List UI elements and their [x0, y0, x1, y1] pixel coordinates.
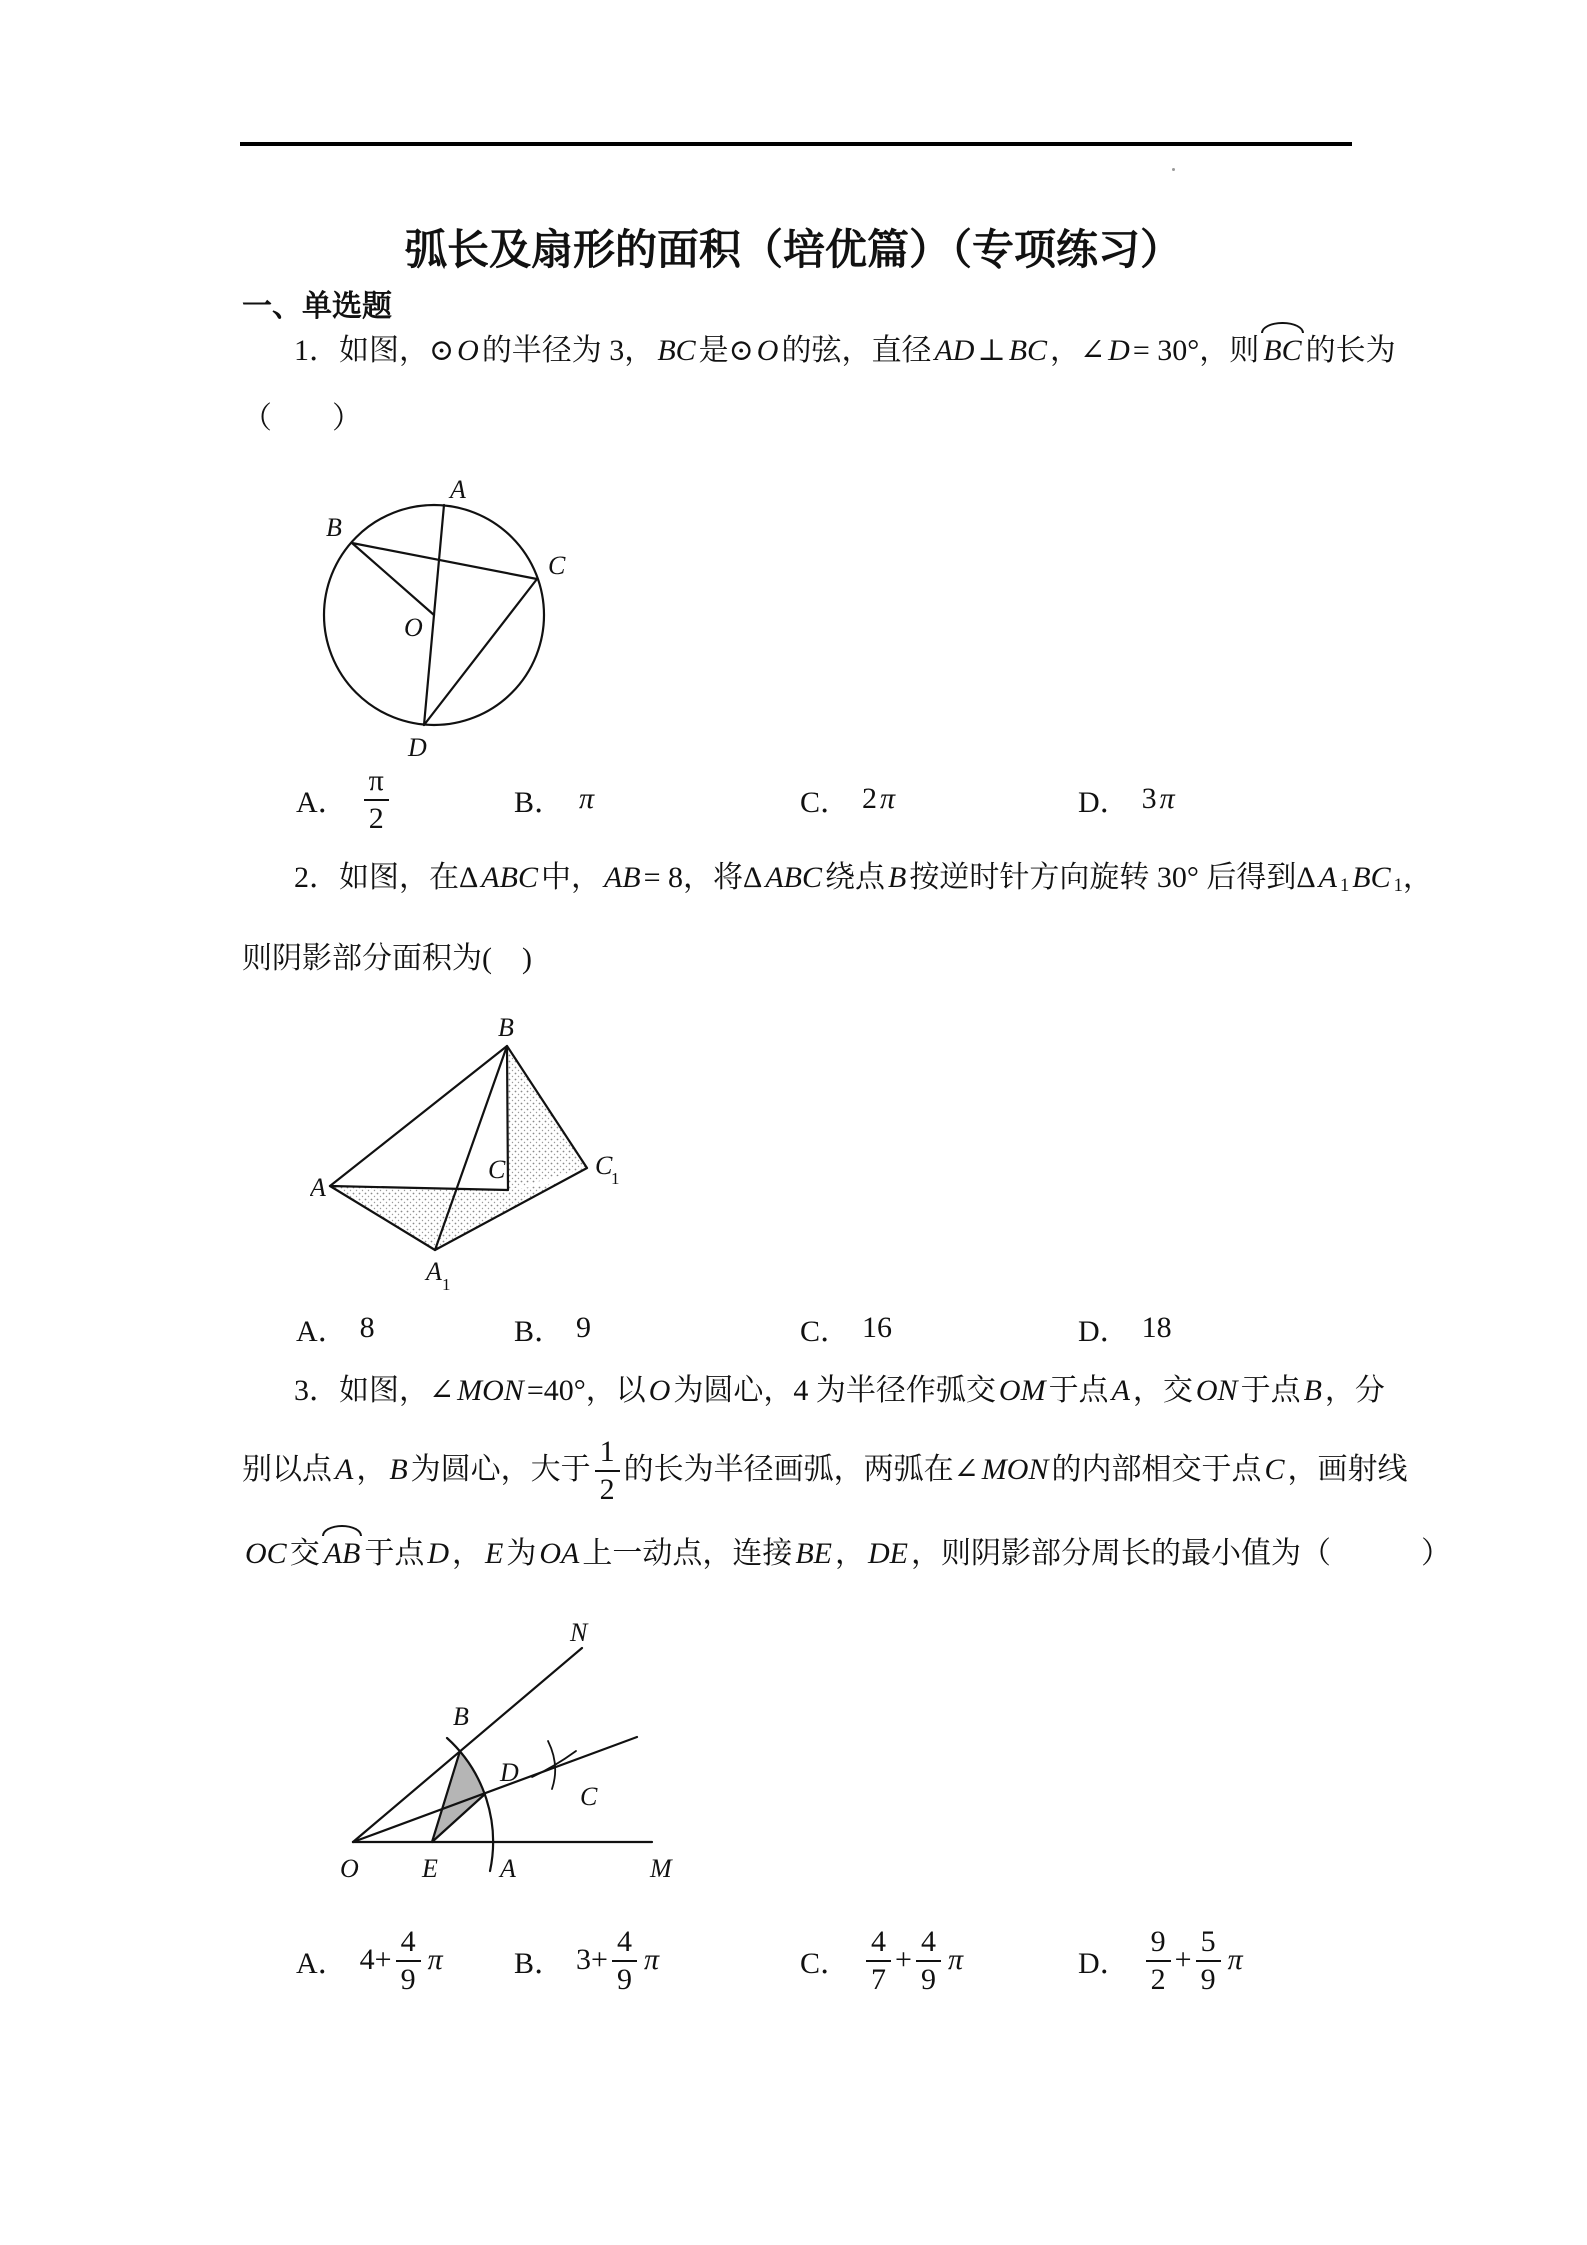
label-C1: C	[595, 1151, 613, 1180]
option-q2-b: B． 9	[514, 1311, 592, 1348]
label-O: O	[404, 613, 423, 642]
label-O: O	[340, 1854, 359, 1883]
label-A: A	[450, 475, 466, 504]
question-1-line-2: （ ）	[242, 402, 362, 435]
figure-q2-rotated-triangles	[310, 1018, 630, 1293]
header-rule	[240, 142, 1352, 146]
label-A: A	[500, 1854, 516, 1883]
label-B: B	[453, 1702, 469, 1731]
option-q1-c: C． 2 π	[800, 782, 896, 819]
question-3-options	[0, 1918, 1587, 2002]
label-A: A	[310, 1173, 326, 1202]
question-2-options	[0, 1300, 1587, 1356]
label-C: C	[580, 1782, 598, 1811]
option-q3-c: C． $\frac{4}{7}$ + $\frac{4}{9}$ π	[800, 1925, 963, 1996]
stray-dot	[1172, 168, 1175, 171]
figure-q3-angle-construction	[320, 1605, 680, 1900]
label-M: M	[650, 1854, 672, 1883]
label-C: C	[488, 1155, 506, 1184]
segment-DC	[424, 579, 537, 725]
option-q3-a: A． 4+ $\frac{4}{9}$ π	[296, 1925, 443, 1996]
label-A1: A	[426, 1257, 442, 1286]
shaded-region-bottom	[330, 1183, 560, 1250]
option-q2-d: D． 18	[1078, 1311, 1172, 1348]
label-A1-sub: 1	[442, 1275, 451, 1293]
question-1-line-1: 1．如图， ⊙ O 的半径为 3， BC 是 ⊙ O 的弦，直径 AD ⊥ BC ， ∠ D = 30°，则 BC 的长为	[242, 329, 1414, 373]
question-3-line-3: OC 交 AB 于点 D ， E 为 OA 上一动点，连接 BE ， DE ，则阴影部分周长的最小值为（ ）	[242, 1532, 1362, 1576]
figure-q1-circle	[310, 472, 580, 762]
option-q3-b: B． 3+ $\frac{4}{9}$ π	[514, 1925, 659, 1996]
chord-BC	[352, 543, 537, 579]
radius-OB	[352, 543, 434, 615]
ray-ON	[353, 1648, 582, 1842]
label-N: N	[570, 1618, 588, 1647]
label-D: D	[408, 733, 427, 762]
shaded-region-right	[507, 1046, 587, 1190]
question-2-line-1: 2．如图，在 Δ ABC 中， AB = 8，将 Δ ABC 绕点 B 按逆时针方向旋转 30° 后得到 Δ A 1 BC 1 ，	[294, 861, 1433, 897]
label-C1-sub: 1	[611, 1169, 620, 1188]
option-q1-a: A． $\frac{\pi}{2}$	[296, 757, 393, 841]
option-q2-c: C． 16	[800, 1311, 893, 1348]
page-title: 弧长及扇形的面积（培优篇）（专项练习）	[404, 226, 1182, 273]
label-C: C	[548, 551, 566, 580]
question-3-line-2: 别以点 A ， B 为圆心，大于 $\frac{1}{2}$ 的长为半径画弧，两弧在 ∠ MON 的内部相交于点 C ，画射线	[242, 1435, 1408, 1506]
option-q1-b: B． π	[514, 782, 595, 819]
label-E: E	[422, 1854, 438, 1883]
section-heading: 一、单选题	[242, 290, 392, 323]
option-q3-d: D． $\frac{9}{2}$ + $\frac{5}{9}$ π	[1078, 1925, 1243, 1996]
question-3-line-1: 3．如图， ∠ MON =40°，以 O 为圆心，4 为半径作弧交 OM 于点 A ，交 ON 于点 B ，分	[294, 1374, 1385, 1407]
question-1-options	[0, 757, 1587, 841]
option-q1-d: D． 3 π	[1078, 782, 1175, 819]
label-B: B	[498, 1018, 514, 1042]
label-B: B	[326, 513, 342, 542]
label-D: D	[500, 1758, 519, 1787]
option-q2-a: A． 8	[296, 1311, 375, 1348]
question-2-line-2: 则阴影部分面积为( )	[242, 942, 532, 975]
